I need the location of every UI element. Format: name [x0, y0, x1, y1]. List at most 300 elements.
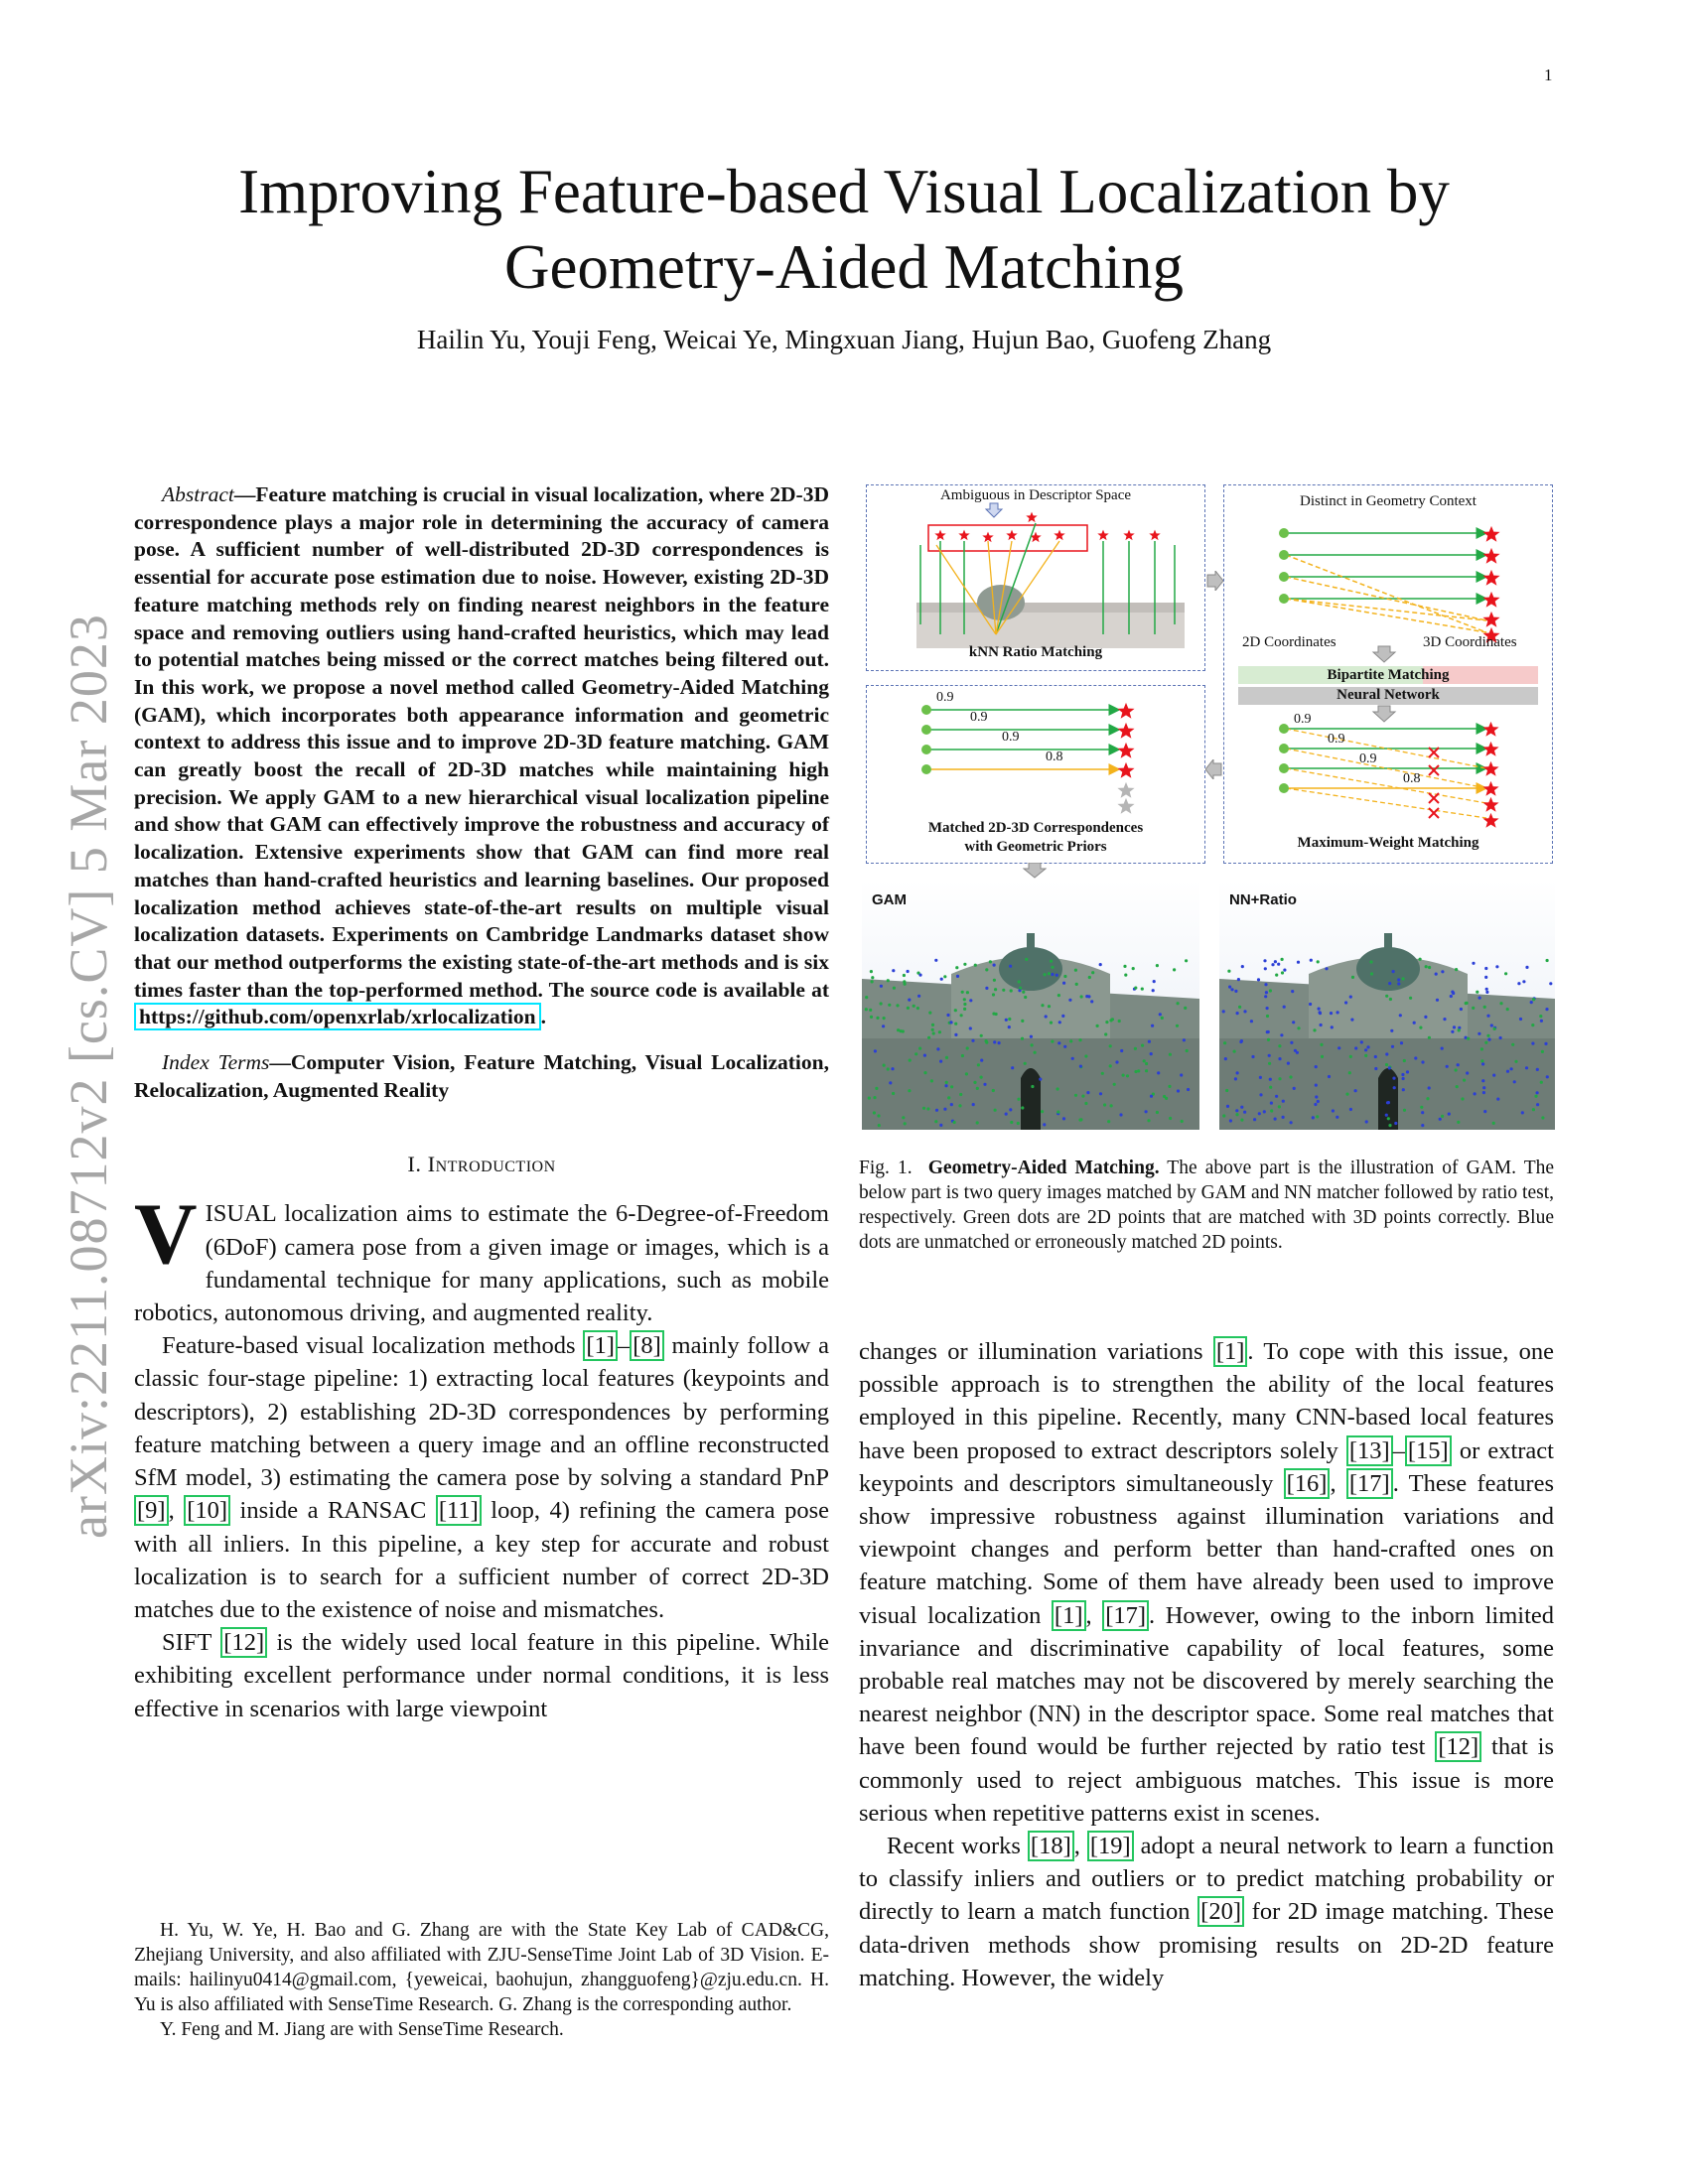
citation-link[interactable]: [16] [1284, 1468, 1331, 1499]
feature-dot [1057, 1041, 1060, 1044]
feature-dot [1051, 973, 1054, 976]
text-run: – [1392, 1436, 1405, 1464]
feature-dot [963, 998, 966, 1001]
feature-dot [1546, 959, 1549, 962]
feature-dot [1458, 1028, 1461, 1031]
3d-points [1482, 526, 1499, 643]
feature-dot [1549, 982, 1552, 985]
feature-dot [1056, 1087, 1059, 1090]
text-run: . These features show impressive robustness against illumination variations and viewpoint changes and perform better than hand-crafted ones on feature matching. Some of them have already been used to improve visual localization [859, 1469, 1555, 1629]
feature-dot [1152, 989, 1155, 992]
feature-dot [1159, 1013, 1162, 1016]
panel-c-bottom-label [867, 819, 1204, 857]
text-run: , [1330, 1469, 1346, 1497]
feature-dot [974, 964, 977, 967]
index-terms-text: —Computer Vision, Feature Matching, Visual Localization, Relocalization, Augmented Reality [134, 1050, 829, 1102]
feature-dot [1441, 1047, 1444, 1050]
feature-dot [1187, 1088, 1190, 1091]
feature-dot [1369, 960, 1372, 963]
feature-dot [934, 1120, 937, 1123]
prior-match-lines [928, 710, 1119, 769]
feature-dot [1413, 1022, 1416, 1024]
2d-points-weighted [1279, 724, 1289, 793]
prior-score-1: 0.9 [936, 690, 954, 705]
feature-dot [1109, 1064, 1112, 1067]
feature-dot [903, 974, 906, 977]
feature-dot [1545, 1008, 1548, 1011]
feature-dot [1455, 968, 1458, 971]
feature-dot [1492, 1074, 1495, 1077]
feature-dot [1177, 1002, 1180, 1005]
feature-dot [1008, 1025, 1011, 1028]
feature-dot [965, 1072, 968, 1075]
feature-dot [923, 1071, 926, 1074]
footnote-affiliation-1: H. Yu, W. Ye, H. Bao and G. Zhang are with the State Key Lab of CAD&CG, Zhejiang University, and also affiliated with ZJU-SenseTime Joint Lab of 3D Vision. E-mails: hailinyu0414@gmail.com, {yeweicai, baohujun, zhangguofeng}@zju.edu.cn. H. Yu is also affiliated with SenseTime Research. G. Zhang is the corresponding author. [134, 1920, 829, 2015]
feature-dot [1268, 1062, 1271, 1065]
feature-dot [1278, 1057, 1281, 1060]
feature-dot [1374, 1067, 1377, 1070]
feature-dot [874, 1049, 877, 1052]
feature-dot [1274, 960, 1277, 963]
feature-dot [1030, 1035, 1033, 1038]
feature-dot [1236, 1071, 1239, 1074]
feature-dot [963, 1003, 966, 1006]
feature-dot [1492, 1122, 1495, 1125]
feature-dot [1234, 990, 1237, 993]
feature-dot [1388, 1124, 1391, 1127]
feature-dot [1224, 1057, 1227, 1060]
feature-dot [888, 1004, 891, 1007]
feature-dot [883, 1017, 886, 1020]
intro-paragraph-2 [134, 1329, 829, 1626]
text-run: – [617, 1332, 631, 1360]
citation-link[interactable]: [13] [1346, 1435, 1393, 1466]
feature-dot [1275, 1095, 1278, 1098]
feature-dot [1485, 991, 1488, 994]
score-1: 0.9 [1294, 712, 1312, 727]
feature-dot [1321, 1055, 1324, 1058]
feature-dot [992, 1013, 995, 1016]
feature-dot [1402, 1077, 1405, 1080]
feature-dot [878, 1124, 881, 1127]
citation-link[interactable]: [12] [220, 1627, 267, 1658]
feature-dot [875, 1087, 878, 1090]
feature-dot [1336, 1116, 1338, 1119]
feature-dot [980, 1034, 983, 1037]
feature-dot [1153, 980, 1156, 983]
feature-dot [1544, 1042, 1547, 1045]
feature-dot [998, 1041, 1001, 1044]
feature-dot [1010, 1121, 1013, 1124]
feature-dot [972, 1103, 975, 1106]
citation-link[interactable]: [9] [134, 1495, 169, 1526]
feature-dot [1039, 1078, 1042, 1081]
source-code-link[interactable]: https://github.com/openxrlab/xrlocalization [134, 1003, 541, 1030]
feature-dot [1263, 959, 1266, 962]
citation-link[interactable]: [10] [184, 1495, 230, 1526]
feature-dot [1084, 1102, 1087, 1105]
citation-link[interactable]: [1] [1213, 1336, 1248, 1367]
feature-dot [1481, 1079, 1484, 1082]
panel-a-bottom-label: kNN Ratio Matching [968, 644, 1103, 660]
feature-dot [868, 1097, 871, 1100]
feature-dot [882, 1024, 885, 1027]
feature-dot [1237, 978, 1240, 981]
feature-dot [1043, 1123, 1046, 1126]
feature-dot [865, 996, 868, 999]
feature-dot [992, 1089, 995, 1092]
feature-dot [1250, 1020, 1253, 1023]
neural-network-label: Neural Network [1336, 687, 1440, 703]
feature-dot [1134, 1070, 1137, 1073]
feature-dot [1291, 990, 1294, 993]
feature-dot [1401, 1073, 1404, 1076]
caption-text: The above part is the illustration of GAM. The below part is two query images matched by GAM and NN matcher followed by ratio test, respectively. Green dots are 2D points that are matched with 3D points correctly. Blue dots are unmatched or erroneously matched 2D points. [859, 1158, 1555, 1253]
feature-dot [1103, 1103, 1106, 1106]
feature-dot [918, 974, 921, 977]
feature-dot [1472, 962, 1475, 965]
feature-dot [1313, 1028, 1316, 1031]
feature-dot [908, 1089, 911, 1092]
feature-dot [1414, 1056, 1417, 1059]
feature-dot [939, 1124, 942, 1127]
feature-dot [940, 978, 943, 981]
feature-dot [1385, 1052, 1388, 1055]
feature-dot [1531, 1042, 1534, 1045]
feature-dot [1281, 971, 1284, 974]
feature-dot [950, 1085, 953, 1088]
feature-dot [1105, 1021, 1108, 1024]
feature-dot [1283, 969, 1286, 972]
ambiguous-region-box [928, 525, 1087, 551]
citation-link[interactable]: [17] [1346, 1468, 1393, 1499]
feature-dot [877, 1114, 880, 1117]
feature-dot [1349, 1108, 1352, 1111]
feature-dot [954, 1009, 957, 1012]
feature-dot [1063, 975, 1066, 978]
feature-dot [1390, 1029, 1393, 1032]
right-paragraph-2 [859, 1830, 1554, 1994]
feature-dot [1113, 1083, 1116, 1086]
feature-dot [993, 979, 996, 982]
feature-dot [1005, 1019, 1008, 1022]
text-run: . However, owing to the inborn limited invariance and discriminative capability of local features, some probable real matches may not be discovered by merely searching the nearest neighbor (NN) in the descriptor space. Some real matches that have been found would be further rejected by ratio test [859, 1601, 1555, 1761]
feature-dot [1009, 1108, 1012, 1111]
feature-dot [1282, 1116, 1285, 1119]
text-run: , [1085, 1601, 1103, 1629]
feature-dot [926, 1107, 929, 1110]
feature-dot [897, 1028, 900, 1031]
citation-link[interactable]: [1] [1052, 1600, 1086, 1631]
feature-dot [1134, 1047, 1137, 1050]
feature-dot [930, 1079, 933, 1082]
citation-link[interactable]: [20] [1197, 1896, 1244, 1927]
feature-dot [1090, 1000, 1093, 1003]
knn-illustration [867, 485, 1204, 670]
feature-dot [1022, 991, 1025, 994]
prior-score-2: 0.9 [970, 710, 988, 725]
weighted-match-lines [1286, 729, 1486, 818]
feature-dot [917, 995, 920, 998]
feature-dot [1050, 1022, 1053, 1024]
red-stars [934, 512, 1160, 543]
feature-dot [1290, 1041, 1293, 1044]
feature-dot [1282, 1100, 1285, 1103]
citation-link[interactable]: [15] [1405, 1435, 1452, 1466]
building-roof [916, 603, 1185, 613]
feature-dot [1266, 1007, 1269, 1010]
feature-dot [1486, 1015, 1489, 1018]
feature-dot [1071, 1057, 1074, 1060]
feature-dot [1141, 1044, 1144, 1047]
feature-dot [1344, 1001, 1347, 1004]
feature-dot [1045, 1015, 1048, 1018]
feature-dot [1337, 1046, 1340, 1049]
feature-dot [1320, 1024, 1323, 1026]
feature-dot [1069, 1039, 1072, 1042]
feature-dot [1540, 1081, 1543, 1084]
feature-dot [1349, 996, 1352, 999]
feature-dot [1399, 1014, 1402, 1017]
feature-dot [1051, 1040, 1054, 1043]
feature-dot [946, 1014, 949, 1017]
feature-dot [1482, 1091, 1485, 1094]
feature-dot [1050, 960, 1053, 963]
feature-dot [1451, 1030, 1454, 1033]
feature-dot [873, 1111, 876, 1114]
feature-dot [943, 1108, 946, 1111]
feature-dot [1425, 965, 1428, 968]
feature-dot [1297, 961, 1300, 964]
feature-dot [1426, 1097, 1429, 1100]
citation-link[interactable]: [17] [1102, 1600, 1149, 1631]
feature-dot [1483, 1006, 1486, 1009]
citation-link[interactable]: [1] [583, 1330, 618, 1361]
feature-dot [1235, 1113, 1238, 1116]
feature-dot [992, 993, 995, 996]
feature-dot [1461, 1097, 1464, 1100]
feature-dot [1420, 1106, 1423, 1109]
feature-dot [989, 960, 992, 963]
feature-dot [1024, 996, 1027, 999]
feature-dot [1436, 999, 1439, 1002]
feature-dot [949, 1021, 952, 1024]
feature-dot [971, 1039, 974, 1042]
feature-dot [1499, 1002, 1502, 1005]
feature-dot [1021, 1037, 1024, 1040]
text-run: SIFT [162, 1629, 221, 1657]
feature-dot [1506, 1070, 1509, 1073]
gam-label: GAM [872, 891, 907, 908]
text-run: loop, 4) refining the camera pose with all inliers. In this pipeline, a key step for accurate and robust localization is to search for a sufficient number of correct 2D-3D matches due to the existence of noise and mismatches. [134, 1497, 830, 1623]
feature-dot [1222, 1010, 1225, 1013]
citation-link[interactable]: [11] [436, 1495, 482, 1526]
down-arrow-icon [1023, 863, 1047, 879]
feature-dot [1348, 1071, 1351, 1074]
left-column [134, 481, 829, 1725]
feature-dot [1292, 1021, 1295, 1024]
feature-dot [1521, 1111, 1524, 1114]
feature-dot [1233, 1050, 1236, 1053]
citation-link[interactable]: [8] [630, 1330, 664, 1361]
arxiv-identifier: arXiv:2211.08712v2 [cs.CV] 5 Mar 2023 [59, 614, 118, 1539]
feature-dot [1019, 987, 1022, 990]
feature-dot [931, 1024, 934, 1026]
feature-dot [1366, 1045, 1369, 1048]
feature-dot [1061, 1015, 1064, 1018]
feature-dot [1088, 976, 1091, 979]
feature-dot [1293, 1087, 1296, 1090]
feature-dot [931, 1028, 934, 1031]
feature-dot [1392, 970, 1395, 973]
feature-dot [1079, 1065, 1082, 1068]
feature-dot [1226, 1105, 1229, 1108]
feature-dot [1330, 1012, 1333, 1015]
feature-dot [1107, 1120, 1110, 1123]
feature-dot [1483, 1110, 1486, 1113]
abstract [134, 481, 829, 1031]
feature-dot [985, 987, 988, 990]
citation-link[interactable]: [18] [1028, 1831, 1074, 1861]
feature-dot [1041, 1004, 1044, 1007]
feature-dot [1287, 1062, 1290, 1065]
title-line-1: Improving Feature-based Visual Localization by [238, 157, 1450, 226]
feature-dot [1230, 988, 1233, 991]
prior-2d-points [921, 705, 931, 774]
feature-dot [1119, 1113, 1122, 1116]
feature-dot [1157, 1071, 1160, 1074]
feature-dot [1151, 1024, 1154, 1027]
feature-dot [976, 1121, 979, 1124]
index-terms [134, 1049, 829, 1104]
feature-dot [1137, 1069, 1140, 1072]
feature-dot [1122, 1074, 1125, 1077]
feature-dot [1173, 968, 1176, 971]
paper-title [149, 154, 1539, 305]
panel-c-line-2: with Geometric Priors [964, 839, 1107, 855]
text-run: mainly follow a classic four-stage pipeline: 1) extracting local features (keypoints and descriptors), 2) establishing 2D-3D correspondences by performing feature matching between a query image and an offline reconstructed SfM model, 3) estimating the camera pose by solving a standard PnP [134, 1332, 829, 1492]
feature-dot [1388, 982, 1391, 985]
feature-dot [969, 1026, 972, 1029]
text-run: , [1073, 1833, 1087, 1860]
feature-dot [1132, 967, 1135, 970]
text-run: Feature-based visual localization methods [162, 1332, 584, 1360]
feature-dot [1278, 1044, 1281, 1047]
feature-dot [1148, 1040, 1151, 1043]
feature-dot [1278, 1105, 1281, 1108]
feature-dot [1161, 1017, 1164, 1020]
feature-dot [1525, 1066, 1528, 1069]
feature-dot [1017, 1122, 1020, 1125]
feature-dot [1532, 998, 1535, 1001]
feature-dot [1134, 987, 1137, 990]
feature-dot [1336, 1011, 1339, 1014]
feature-dot [1034, 1051, 1037, 1054]
feature-dot [1511, 1043, 1514, 1046]
feature-dot [1150, 1095, 1153, 1098]
feature-dot [1546, 1075, 1549, 1078]
feature-dot [1275, 974, 1278, 977]
feature-dot [1536, 1068, 1539, 1071]
feature-dot [1439, 1118, 1442, 1121]
feature-dot [914, 1052, 917, 1055]
feature-dot [1453, 1025, 1456, 1028]
feature-dot [1493, 1027, 1496, 1030]
feature-dot [913, 1005, 915, 1008]
feature-dot [1270, 1102, 1273, 1105]
feature-dot [1460, 1008, 1463, 1011]
feature-dot [892, 969, 895, 972]
citation-link[interactable]: [12] [1435, 1731, 1481, 1762]
feature-dot [904, 1122, 907, 1125]
feature-dot [1021, 1020, 1024, 1023]
feature-dot [1477, 1032, 1480, 1035]
2d-points [1279, 528, 1289, 604]
prior-3d-points [1117, 703, 1134, 814]
feature-dot [1485, 988, 1488, 991]
feature-dot [1081, 1095, 1084, 1098]
feature-dot [1078, 1119, 1081, 1122]
feature-dot [1264, 967, 1267, 970]
feature-dot [880, 985, 883, 988]
caption-title: Geometry-Aided Matching. [927, 1158, 1160, 1178]
feature-dot [1056, 1111, 1059, 1114]
feature-dot [1394, 1122, 1397, 1125]
panel-c-line-1: Matched 2D-3D Correspondences [927, 820, 1144, 836]
feature-dot [1345, 1093, 1348, 1096]
feature-dot [1455, 1068, 1458, 1071]
doorway [1021, 1068, 1041, 1130]
feature-dot [928, 1012, 931, 1015]
feature-dot [880, 1002, 883, 1005]
feature-dot [1392, 1077, 1395, 1080]
down-arrow-icon [1373, 706, 1395, 722]
feature-dot [977, 1063, 980, 1066]
feature-dot [1349, 1055, 1352, 1058]
feature-dot [1269, 1086, 1272, 1089]
intro-paragraph-3 [134, 1626, 829, 1725]
feature-dot [1078, 1038, 1081, 1041]
feature-dot [1457, 1121, 1460, 1124]
feature-dot [1452, 992, 1455, 995]
feature-dot [1074, 969, 1077, 972]
feature-dot [1239, 1040, 1242, 1043]
citation-link[interactable]: [19] [1087, 1831, 1134, 1861]
feature-dot [1428, 1036, 1431, 1039]
feature-dot [1269, 989, 1272, 992]
feature-dot [1163, 1095, 1166, 1098]
feature-dot [1441, 1115, 1444, 1118]
feature-dot [1169, 1053, 1172, 1056]
text-run: . To cope with this issue, one possible approach is to strengthen the ability of the local features employed in this pipeline. Recently, many CNN-based local features have been proposed to extract descriptors solely [859, 1338, 1555, 1464]
building-image [916, 609, 1185, 648]
feature-dot [1177, 1089, 1180, 1092]
feature-dot [1388, 1066, 1391, 1069]
feature-dot [1325, 967, 1328, 970]
feature-dot [1490, 1024, 1493, 1026]
dome [999, 947, 1062, 991]
feature-dot [1504, 972, 1507, 975]
feature-dot [1010, 989, 1013, 992]
panel-a-top-label: Ambiguous in Descriptor Space [939, 487, 1132, 503]
feature-dot [1424, 1016, 1427, 1019]
feature-dot [1478, 997, 1481, 1000]
feature-dot [1150, 1052, 1153, 1055]
feature-dot [922, 1107, 925, 1110]
feature-dot [1120, 1049, 1123, 1052]
feature-dot [1296, 1051, 1299, 1054]
feature-dot [871, 976, 874, 979]
